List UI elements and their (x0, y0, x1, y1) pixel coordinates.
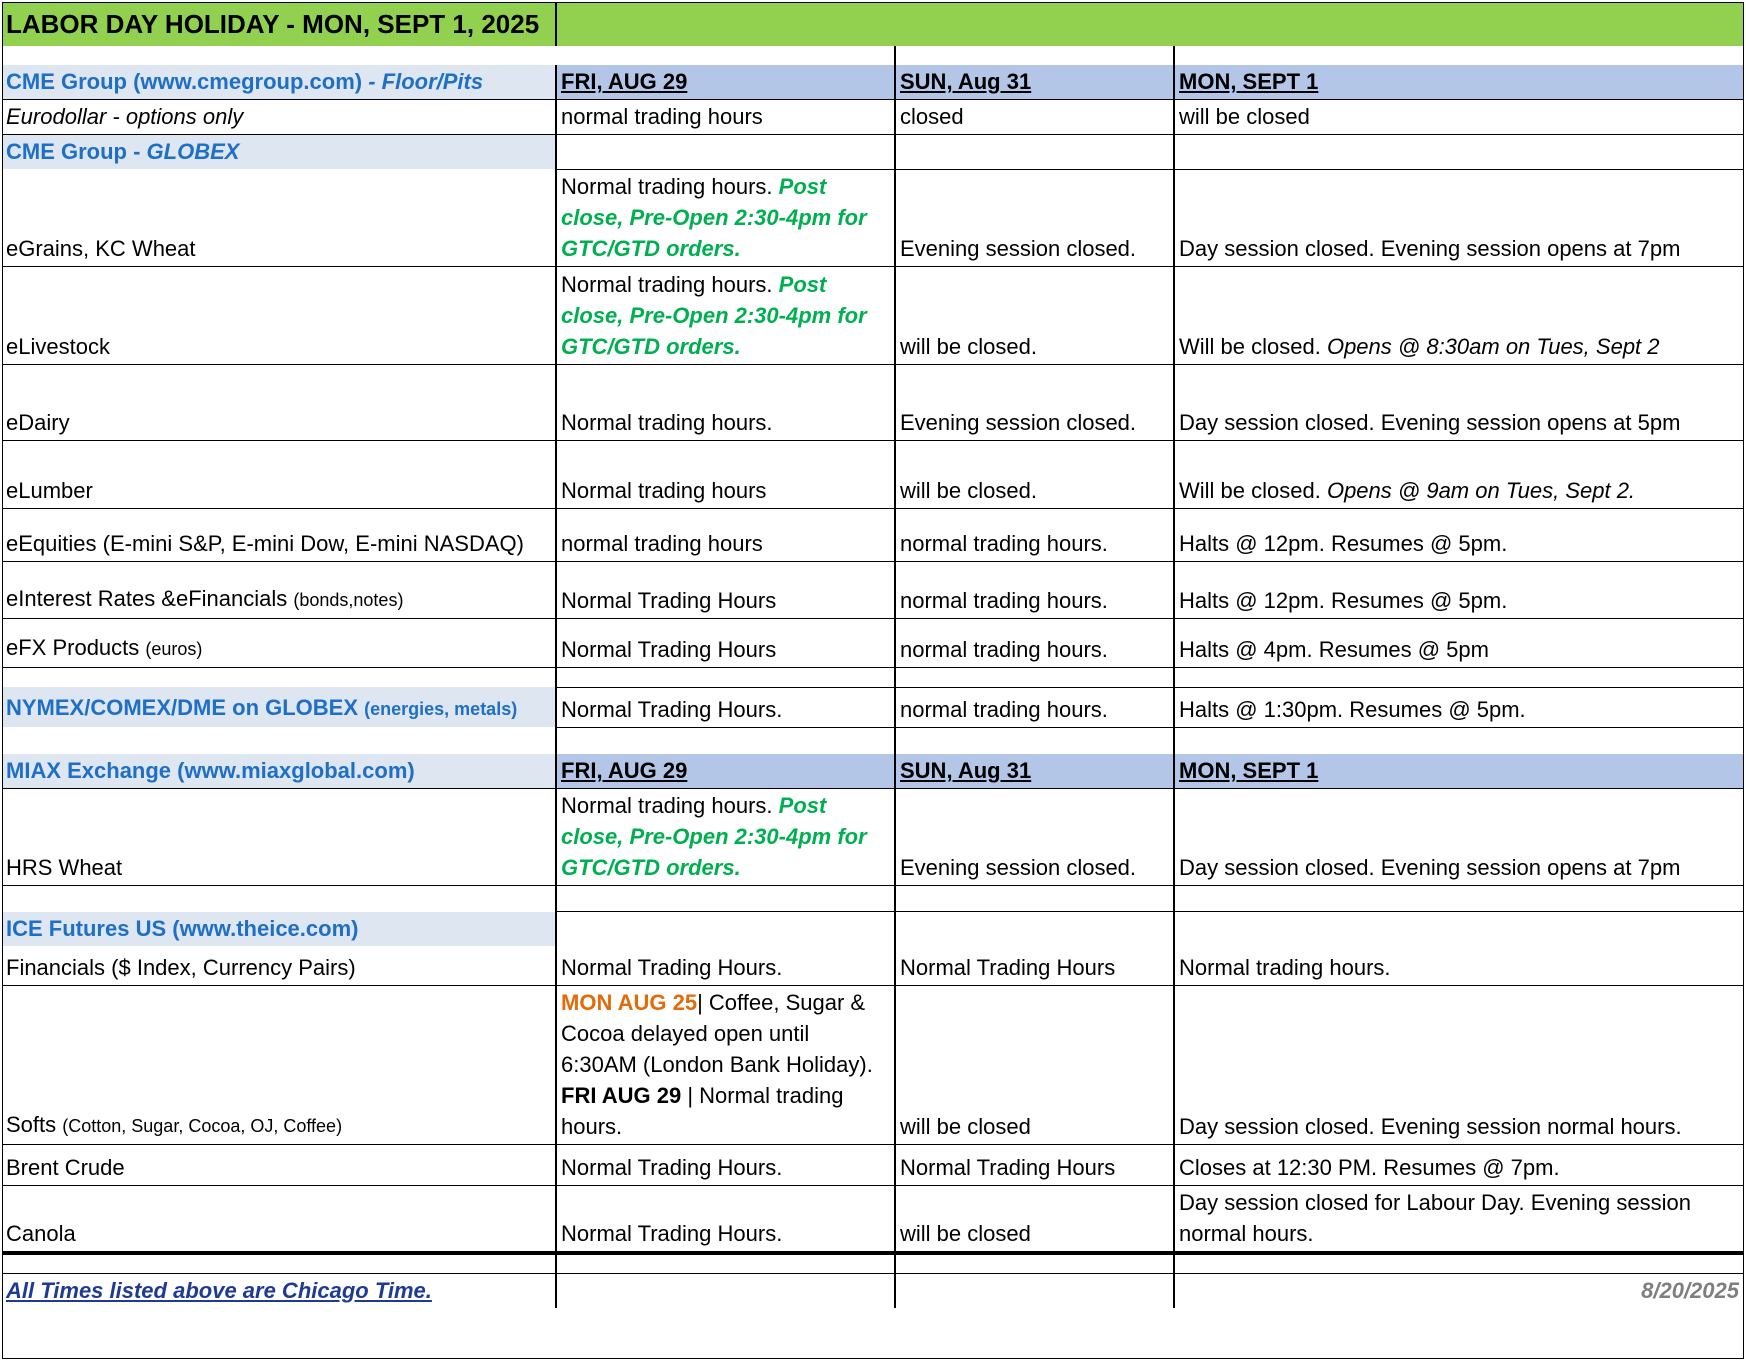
table-row: eLumber Normal trading hours will be closed. Will be closed. Opens @ 9am on Tues, Sept 2. (3, 440, 1743, 508)
table-row: Softs (Cotton, Sugar, Cocoa, OJ, Coffee) MON AUG 25| Coffee, Sugar & Cocoa delayed open until 6:30AM (London Bank Holiday). FRI AUG 29 | Normal trading hours. will be closed Day session closed. Evening session normal hours. (3, 986, 1743, 1145)
table-row: eFX Products (euros) Normal Trading Hours normal trading hours. Halts @ 4pm. Resumes @ 5pm (3, 618, 1743, 667)
footer-note: All Times listed above are Chicago Time. (3, 1273, 556, 1308)
table-row: eEquities (E-mini S&P, E-mini Dow, E-mini NASDAQ) normal trading hours normal trading hours. Halts @ 12pm. Resumes @ 5pm. (3, 508, 1743, 561)
table-row: eInterest Rates &eFinancials (bonds,notes) Normal Trading Hours normal trading hours. Halts @ 12pm. Resumes @ 5pm. (3, 561, 1743, 618)
table-row: Canola Normal Trading Hours. will be closed Day session closed for Labour Day. Evening session normal hours. (3, 1186, 1743, 1254)
table-row: Brent Crude Normal Trading Hours. Normal Trading Hours Closes at 12:30 PM. Resumes @ 7pm. (3, 1145, 1743, 1186)
page-title: LABOR DAY HOLIDAY - MON, SEPT 1, 2025 (3, 3, 556, 46)
ice-header-row (3, 912, 1743, 946)
header-fri: FRI, AUG 29 (556, 65, 895, 100)
ice-section-title: ICE Futures US (www.theice.com) (3, 912, 556, 946)
table-row: eLivestock Normal trading hours. Post close, Pre-Open 2:30-4pm for GTC/GTD orders. will be closed. Will be closed. Opens @ 8:30am on Tues, Sept 2 (3, 266, 1743, 364)
table-row: Financials ($ Index, Currency Pairs) Normal Trading Hours. Normal Trading Hours Normal trading hours. (3, 946, 1743, 986)
schedule-table (3, 3, 1743, 1308)
table-row: NYMEX/COMEX/DME on GLOBEX (energies, metals) Normal Trading Hours. normal trading hours. Halts @ 1:30pm. Resumes @ 5pm. (3, 687, 1743, 727)
table-row: Eurodollar - options only normal trading hours closed will be closed (3, 100, 1743, 135)
miax-section-title: MIAX Exchange (www.miaxglobal.com) (3, 754, 556, 789)
cme-floor-section-title: CME Group (www.cmegroup.com) - Floor/Pits (3, 65, 556, 100)
header-sun: SUN, Aug 31 (895, 65, 1174, 100)
cme-floor-header-row (3, 65, 1743, 100)
header-mon: MON, SEPT 1 (1174, 65, 1743, 100)
cme-globex-header-row (3, 135, 1743, 170)
title-fill (556, 3, 1743, 46)
miax-header-row: MIAX Exchange (www.miaxglobal.com) FRI, AUG 29 SUN, Aug 31 MON, SEPT 1 (3, 754, 1743, 789)
holiday-schedule-sheet (2, 2, 1744, 1359)
footer-date: 8/20/2025 (1641, 1277, 1739, 1303)
table-row: eGrains, KC Wheat Normal trading hours. Post close, Pre-Open 2:30-4pm for GTC/GTD orders. Evening session closed. Day session closed. Evening session opens at 7pm (3, 169, 1743, 266)
footer-row (3, 1273, 1743, 1308)
cme-globex-section-title: CME Group - GLOBEX (3, 135, 556, 170)
row-label: Eurodollar - options only (3, 100, 556, 135)
table-row: HRS Wheat Normal trading hours. Post close, Pre-Open 2:30-4pm for GTC/GTD orders. Evening session closed. Day session closed. Evening session opens at 7pm (3, 789, 1743, 886)
table-row: eDairy Normal trading hours. Evening session closed. Day session closed. Evening session opens at 5pm (3, 364, 1743, 440)
title-row (3, 3, 1743, 46)
